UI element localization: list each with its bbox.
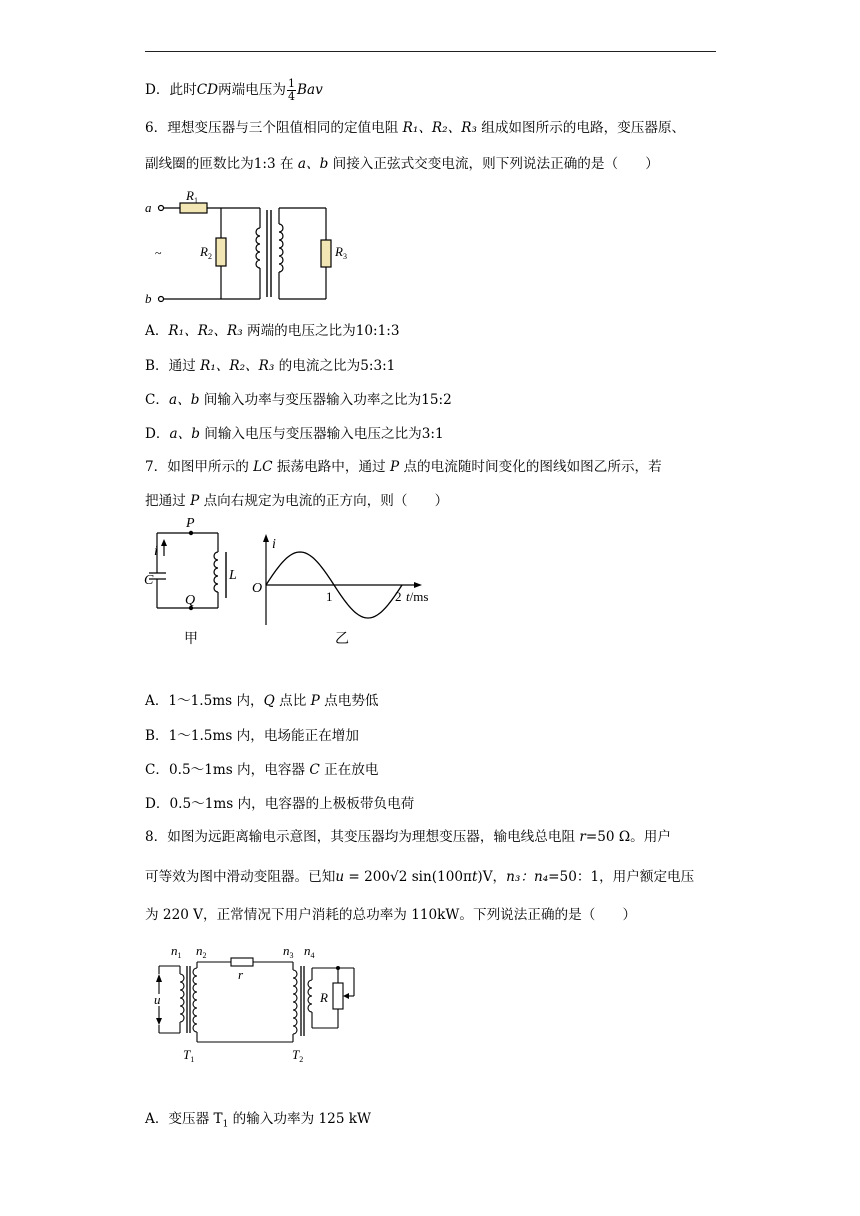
q7-current-time-graph bbox=[250, 530, 450, 655]
q8-stem2-n34: n₃：n₄ bbox=[506, 869, 549, 885]
t-axis-arrow-icon bbox=[414, 582, 422, 588]
q7-stem1-a: 7．如图甲所示的 bbox=[145, 459, 254, 475]
q6-opta-b: 两端的电压之比为10:1:3 bbox=[242, 323, 400, 339]
q7-stem-line2 bbox=[145, 492, 448, 510]
q8-stem2-a: 可等效为图中滑动变阻器。已知 bbox=[145, 869, 336, 885]
q6-optb-r: R₁、R₂、R₃ bbox=[200, 358, 275, 374]
t2-label: $T_2$ bbox=[292, 1047, 304, 1064]
point-q-label: Q bbox=[185, 593, 196, 608]
inductor-l-label: L bbox=[229, 568, 237, 583]
q8-stem2-eq2: )V， bbox=[477, 869, 507, 885]
q7-opta-p: P bbox=[310, 693, 320, 709]
q8-stem3-text: 为 220 V，正常情况下用户消耗的总功率为 110kW。下列说法正确的是（ ） bbox=[145, 907, 637, 923]
q8-opta-b: 的输入功率为 125 kW bbox=[228, 1111, 372, 1127]
q7-stem2-p: P bbox=[190, 493, 200, 509]
q8-stem-line1 bbox=[145, 828, 671, 846]
q7-stem1-p: P bbox=[389, 459, 400, 475]
q7-stem2-b: 点向右规定为电流的正方向，则（ ） bbox=[199, 493, 449, 509]
q8-stem2-u: u bbox=[335, 869, 345, 885]
q7-optd-text: D．0.5～1ms 内，电容器的上极板带负电荷 bbox=[145, 796, 415, 812]
q7-stem2-a: 把通过 bbox=[145, 493, 191, 509]
fraction-one-quarter bbox=[287, 78, 296, 103]
q6-optc-ab: a、b bbox=[169, 392, 200, 408]
q6-optd-b: 间输入电压与变压器输入电压之比为3:1 bbox=[199, 426, 444, 442]
tick-1-label: 1 bbox=[326, 589, 333, 604]
q7-opta-c: 点电势低 bbox=[319, 693, 379, 709]
i-axis-arrow-icon bbox=[263, 534, 269, 542]
q7-lc-circuit-diagram bbox=[140, 514, 250, 654]
q5-option-d[interactable] bbox=[145, 78, 323, 103]
q5-optd-prefix: D．此时 bbox=[145, 82, 197, 98]
q6-optd-ab: a、b bbox=[169, 426, 200, 442]
q6-optb-b: 的电流之比为5:3:1 bbox=[274, 358, 396, 374]
q6-optb-a: B．通过 bbox=[145, 358, 201, 374]
origin-label: O bbox=[252, 581, 263, 596]
n3-label: $n_3$ bbox=[283, 943, 294, 960]
q7-optb-text: B．1～1.5ms 内，电场能正在增加 bbox=[145, 728, 359, 744]
current-i-label: i bbox=[154, 544, 158, 559]
current-direction-arrow-icon bbox=[161, 539, 167, 546]
q6-stem-line1 bbox=[145, 119, 685, 137]
q7-optc-c: C bbox=[309, 762, 320, 778]
t-axis-label: t/ms bbox=[406, 589, 429, 604]
capacitor-c-label: C bbox=[144, 573, 154, 588]
q7-opta-q: Q bbox=[263, 693, 275, 709]
q6-stem-line2 bbox=[145, 155, 659, 173]
t1-label: $T_1$ bbox=[183, 1047, 195, 1064]
q6-opta-a: A． bbox=[145, 323, 169, 339]
q8-opta-a: A．变压器 T bbox=[145, 1111, 223, 1127]
q6-stem1-a: 6．理想变压器与三个阻值相同的定值电阻 bbox=[145, 120, 403, 136]
q8-stem2-b: =50：1，用户额定电压 bbox=[548, 869, 695, 885]
n1-label: $n_1$ bbox=[171, 943, 182, 960]
q7-stem1-lc: LC bbox=[253, 459, 273, 475]
q6-option-c[interactable] bbox=[145, 391, 452, 409]
q6-stem1-b: 组成如图所示的电路，变压器原、 bbox=[476, 120, 686, 136]
q8-stem1-r: r bbox=[579, 829, 586, 845]
figure-yi-label: 乙 bbox=[335, 632, 349, 647]
terminal-b-label: b bbox=[145, 291, 152, 306]
q6-optc-a: C． bbox=[145, 392, 169, 408]
q8-stem2-t: t bbox=[471, 869, 478, 885]
q7-stem1-b: 振荡电路中，通过 bbox=[272, 459, 390, 475]
line-resistor-r-label: r bbox=[238, 967, 244, 982]
u-bottom-arrow-icon bbox=[156, 1018, 162, 1025]
junction-dot bbox=[336, 966, 340, 970]
fraction-numerator: 1 bbox=[287, 77, 295, 90]
i-axis-label: i bbox=[272, 537, 276, 552]
q6-stem1-r: R₁、R₂、R₃ bbox=[402, 120, 477, 136]
q7-optc-b: 正在放电 bbox=[319, 762, 379, 778]
q8-option-a[interactable] bbox=[145, 1110, 371, 1134]
q6-opta-r: R₁、R₂、R₃ bbox=[168, 323, 243, 339]
q8-power-transmission-diagram bbox=[150, 938, 370, 1068]
q6-stem2-b: 间接入正弦式交变电流，则下列说法正确的是（ ） bbox=[328, 156, 659, 172]
q8-stem-line2 bbox=[145, 868, 694, 886]
q5-optd-cd: CD bbox=[196, 82, 218, 98]
u-top-arrow-icon bbox=[156, 974, 162, 982]
q5-optd-expr: Bav bbox=[296, 82, 323, 98]
q5-optd-mid: 两端电压为 bbox=[218, 82, 286, 98]
source-u-label: u bbox=[154, 992, 161, 1007]
q7-option-d[interactable] bbox=[145, 795, 414, 813]
n2-label: $n_2$ bbox=[196, 943, 207, 960]
q6-stem2-a: 副线圈的匝数比为1:3 在 bbox=[145, 156, 298, 172]
q6-option-b[interactable] bbox=[145, 357, 395, 375]
ac-source-symbol: ~ bbox=[155, 246, 162, 260]
q8-opta-sub: 1 bbox=[222, 1119, 229, 1130]
q6-optc-b: 间输入功率与变压器输入功率之比为15:2 bbox=[199, 392, 452, 408]
figure-jia-label: 甲 bbox=[184, 632, 198, 647]
q7-option-c[interactable] bbox=[145, 761, 378, 779]
tick-2-label: 2 bbox=[395, 589, 402, 604]
q8-stem1-b: =50 Ω。用户 bbox=[585, 829, 671, 845]
fraction-denominator: 4 bbox=[287, 90, 295, 103]
header-rule bbox=[145, 51, 716, 52]
r2-label: $R_2$ bbox=[200, 244, 212, 261]
rheostat-r-label: R bbox=[320, 990, 328, 1005]
r3-label: $R_3$ bbox=[335, 244, 347, 261]
q8-stem1-a: 8．如图为远距离输电示意图，其变压器均为理想变压器，输电线总电阻 bbox=[145, 829, 580, 845]
q7-option-b[interactable] bbox=[145, 727, 359, 745]
q7-stem-line1 bbox=[145, 458, 662, 476]
terminal-a-label: a bbox=[145, 200, 152, 215]
r1-label: $R_1$ bbox=[186, 188, 198, 205]
rheostat-slider-arrow-icon bbox=[343, 993, 349, 999]
q6-option-d[interactable] bbox=[145, 425, 444, 443]
q7-stem1-c: 点的电流随时间变化的图线如图乙所示，若 bbox=[399, 459, 662, 475]
q7-opta-a: A．1～1.5ms 内， bbox=[145, 693, 264, 709]
q6-stem2-ab: a、b bbox=[297, 156, 329, 172]
n4-label: $n_4$ bbox=[304, 943, 315, 960]
q6-transformer-circuit-diagram bbox=[140, 190, 380, 310]
q7-optc-a: C．0.5～1ms 内，电容器 bbox=[145, 762, 310, 778]
point-p-label: P bbox=[186, 516, 195, 531]
point-p-dot bbox=[189, 531, 193, 535]
q8-stem2-eq: = 200√2 sin(100π bbox=[344, 869, 472, 885]
q6-option-a[interactable] bbox=[145, 322, 400, 340]
q7-opta-b: 点比 bbox=[274, 693, 311, 709]
q7-option-a[interactable] bbox=[145, 692, 379, 710]
q8-stem-line3 bbox=[145, 906, 636, 924]
q6-optd-a: D． bbox=[145, 426, 170, 442]
